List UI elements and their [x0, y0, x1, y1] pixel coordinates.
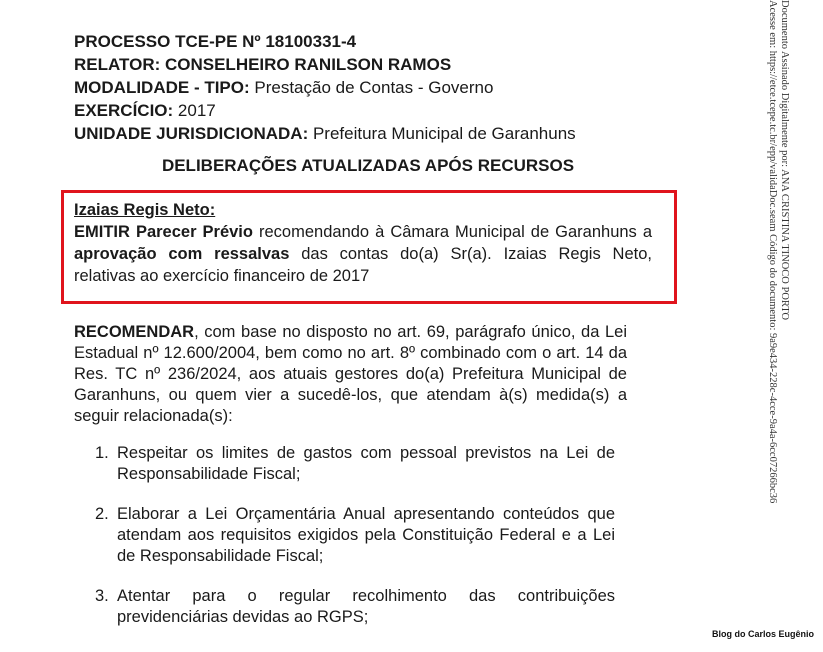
relator: RELATOR: CONSELHEIRO RANILSON RAMOS	[74, 55, 452, 74]
list-item: 3. Atentar para o regular recolhimento das contribuições previdenciárias devidas ao RGPS;	[95, 587, 615, 626]
blog-credit: Blog do Carlos Eugênio	[711, 629, 814, 639]
deliberation-body: EMITIR Parecer Prévio recomendando à Câmara Municipal de Garanhuns a aprovação com ressalvas das contas do(a) Sr(a). Izaias Regis Neto, relativas ao exercício financeiro de 2017	[74, 223, 653, 285]
process-number: PROCESSO TCE-PE Nº 18100331-4	[74, 32, 357, 51]
measures-list	[95, 443, 615, 647]
list-item: 1. Respeitar os limites de gastos com pessoal previstos na Lei de Responsabilidade Fiscal;	[95, 444, 615, 483]
digital-signature-stamp: Documento Assinado Digitalmente por: ANA CRISTINA TINOCO PORTO Acesse em: https://etce.tcepe.tc.br/epp/validaDoc.seam Código do documento: 9a9e434-228c-4cce-9a4a-6cc07266bc36	[767, 0, 790, 504]
deliberation-text	[74, 199, 652, 287]
recommendation-lead: RECOMENDAR	[74, 323, 195, 341]
unidade-jurisdicionada: UNIDADE JURISDICIONADA: Prefeitura Municipal de Garanhuns	[74, 124, 576, 143]
process-header	[74, 30, 576, 145]
recommendation-paragraph: RECOMENDAR, com base no disposto no art. 69, parágrafo único, da Lei Estadual nº 12.600/2004, bem como no art. 8º combinado com o art. 14 da Res. TC nº 236/2024, aos atuais gestores do(a) Prefeitura Municipal de Garanhuns, ou quem vier a sucedê-los, que atendam à(s) medida(s) a seguir relacionada(s):	[74, 323, 627, 425]
person-name: Izaias Regis Neto:	[74, 201, 216, 219]
emitir-label: EMITIR Parecer Prévio	[74, 223, 253, 241]
exercicio: EXERCÍCIO: 2017	[74, 101, 216, 120]
section-title: DELIBERAÇÕES ATUALIZADAS APÓS RECURSOS	[161, 156, 575, 175]
list-item: 2. Elaborar a Lei Orçamentária Anual apresentando conteúdos que atendam aos requisitos exigidos pela Constituição Federal e a Lei de Responsabilidade Fiscal;	[95, 505, 615, 565]
approval-label: aprovação com ressalvas	[74, 245, 290, 263]
modalidade: MODALIDADE - TIPO: Prestação de Contas - Governo	[74, 78, 494, 97]
